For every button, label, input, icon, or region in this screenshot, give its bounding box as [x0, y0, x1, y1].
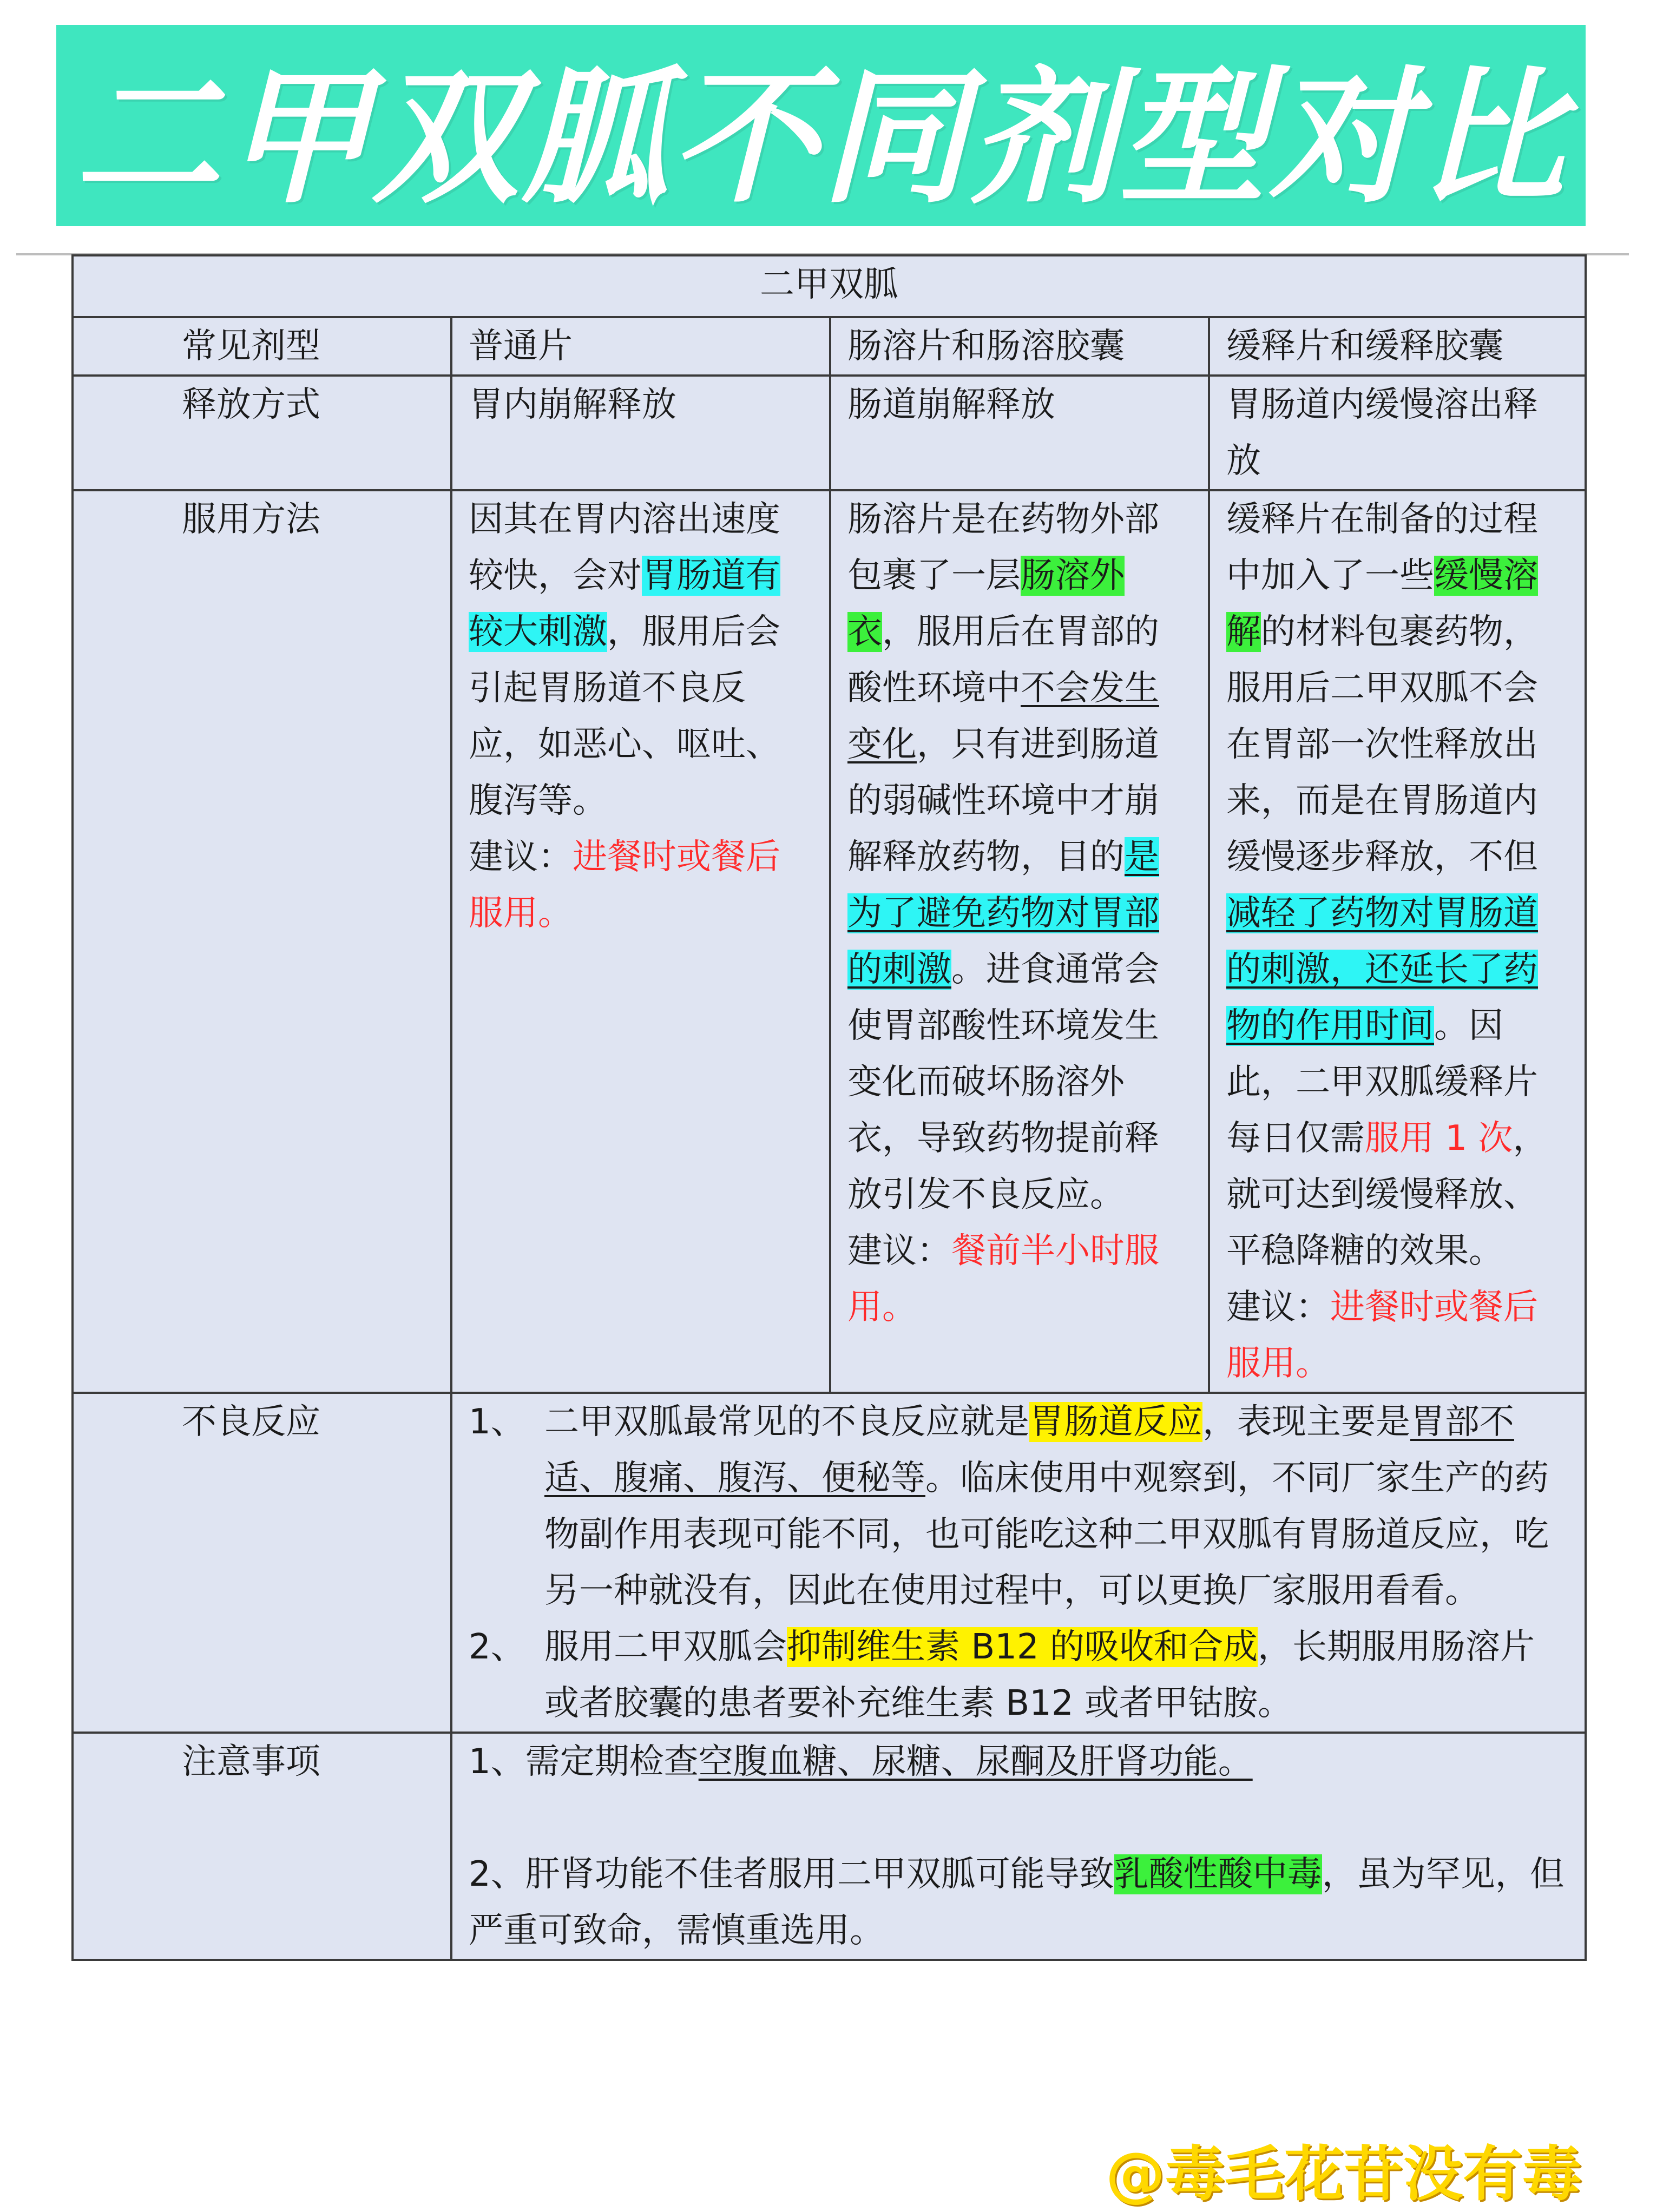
table-caption: 二甲双胍	[73, 255, 1586, 317]
header-extended-release: 缓释片和缓释胶囊	[1209, 317, 1586, 376]
adverse-content	[451, 1393, 1586, 1733]
advice-label: 建议：	[847, 1231, 951, 1271]
page-title: 二甲双胍不同剂型对比	[74, 52, 1568, 223]
notes-text-3: ，虽为罕见，但严重可致命，需慎重选用。	[469, 1854, 1565, 1951]
usage-extended-text-2: 的材料包裹药物，服用后二甲双胍不会在胃部一次性释放出来，而是在胃肠道内缓慢逐步释放，不但	[1226, 612, 1538, 877]
release-extended: 胃肠道内缓慢溶出释放	[1209, 376, 1586, 490]
usage-enteric	[830, 490, 1209, 1393]
advice-label: 建议：	[1226, 1287, 1330, 1327]
adverse-text: 二甲双胍最常见的不良反应就是	[544, 1402, 1029, 1442]
advice-label: 建议：	[469, 837, 573, 877]
release-row	[73, 376, 1586, 490]
adverse-text-2: ，长期服用肠溶片或者胶囊的患者要补充维生素 B12 或者甲钴胺。	[544, 1627, 1535, 1723]
author-watermark: @毒毛花苷没有毒	[1106, 2139, 1582, 2209]
usage-extended-text: 缓释片在制备的过程中加入了一些	[1226, 499, 1538, 596]
notes-text-2: 2、肝肾功能不佳者服用二甲双胍可能导致	[469, 1854, 1114, 1894]
usage-enteric-underline: 不会发生变化	[847, 668, 1159, 765]
table-header-row	[73, 317, 1586, 376]
list-item-body	[544, 1619, 1568, 1732]
advice-regular: 进餐时或餐后服用。	[469, 837, 780, 933]
header-regular-tablet: 普通片	[451, 317, 830, 376]
usage-extended-text-3: 。因此，二甲双胍缓释片每日仅需	[1226, 1006, 1538, 1158]
notes-content	[451, 1733, 1586, 1960]
adverse-underline: 胃部不适、腹痛、腹泻、便秘等	[544, 1402, 1514, 1498]
usage-enteric-text-2: ，服用后在胃部的酸性环境中	[847, 612, 1159, 708]
usage-extended-highlight-2: 减轻了药物对胃肠道的刺激，还延长了药物的作用时间	[1226, 893, 1538, 1046]
list-item	[469, 1619, 1568, 1732]
usage-enteric-text-4: 。进食通常会使胃部酸性环境发生变化而破坏肠溶外衣，导致药物提前释放引发不良反应。	[847, 950, 1159, 1215]
usage-enteric-highlight-2: 是为了避免药物对胃部的刺激	[847, 837, 1159, 990]
title-banner	[56, 25, 1586, 226]
usage-regular-text: 因其在胃内溶出速度较快，会对	[469, 499, 780, 596]
row-label-adverse: 不良反应	[73, 1393, 451, 1733]
usage-row	[73, 490, 1586, 1393]
row-label-release: 释放方式	[73, 376, 451, 490]
notes-item-2	[469, 1846, 1568, 1959]
row-label-notes: 注意事项	[73, 1733, 451, 1960]
notes-text: 1、需定期检查	[469, 1742, 699, 1782]
usage-enteric-text: 肠溶片是在药物外部包裹了一层	[847, 499, 1159, 596]
row-label-dosage-form: 常见剂型	[73, 317, 451, 376]
list-number: 1、	[469, 1402, 525, 1442]
comparison-table	[71, 254, 1587, 1961]
usage-enteric-highlight: 肠溶外衣	[847, 556, 1125, 652]
row-label-usage: 服用方法	[73, 490, 451, 1393]
notes-highlight: 乳酸性酸中毒	[1114, 1854, 1322, 1894]
notes-row	[73, 1733, 1586, 1960]
adverse-text: 服用二甲双胍会	[544, 1627, 787, 1667]
notes-underline: 空腹血糖、尿糖、尿酮及肝肾功能。	[698, 1742, 1253, 1782]
usage-extended	[1209, 490, 1586, 1393]
notes-item-1	[469, 1734, 1568, 1790]
spacer	[469, 1790, 1568, 1846]
adverse-row	[73, 1393, 1586, 1733]
usage-enteric-text-3: ，只有进到肠道的弱碱性环境中才崩解释放药物，目的	[847, 725, 1159, 877]
usage-regular-text-2: ，服用后会引起胃肠道不良反应，如恶心、呕吐、腹泻等。	[469, 612, 780, 821]
usage-extended-dose: 服用 1 次	[1365, 1118, 1513, 1158]
table-caption-row	[73, 255, 1586, 317]
usage-extended-text-4: ，就可达到缓慢释放、平稳降糖的效果。	[1226, 1118, 1548, 1271]
usage-extended-highlight: 缓慢溶解	[1226, 556, 1538, 652]
advice-enteric: 餐前半小时服用。	[847, 1231, 1159, 1327]
adverse-highlight: 胃肠道反应	[1029, 1402, 1202, 1442]
list-number: 2、	[469, 1627, 525, 1667]
adverse-text-2: ，表现主要是	[1202, 1402, 1410, 1442]
adverse-highlight-b12: 抑制维生素 B12 的吸收和合成	[787, 1627, 1258, 1667]
adverse-text-3: 。临床使用中观察到，不同厂家生产的药物副作用表现可能不同，也可能吃这种二甲双胍有胃肠道反应，吃另一种就没有，因此在使用过程中，可以更换厂家服用看看。	[544, 1458, 1549, 1611]
release-regular: 胃内崩解释放	[451, 376, 830, 490]
header-enteric: 肠溶片和肠溶胶囊	[830, 317, 1209, 376]
list-item-body	[544, 1394, 1568, 1619]
list-item	[469, 1394, 1568, 1619]
usage-regular	[451, 490, 830, 1393]
advice-extended: 进餐时或餐后服用。	[1226, 1287, 1538, 1384]
usage-regular-highlight: 胃肠道有较大刺激	[469, 556, 780, 652]
release-enteric: 肠道崩解释放	[830, 376, 1209, 490]
